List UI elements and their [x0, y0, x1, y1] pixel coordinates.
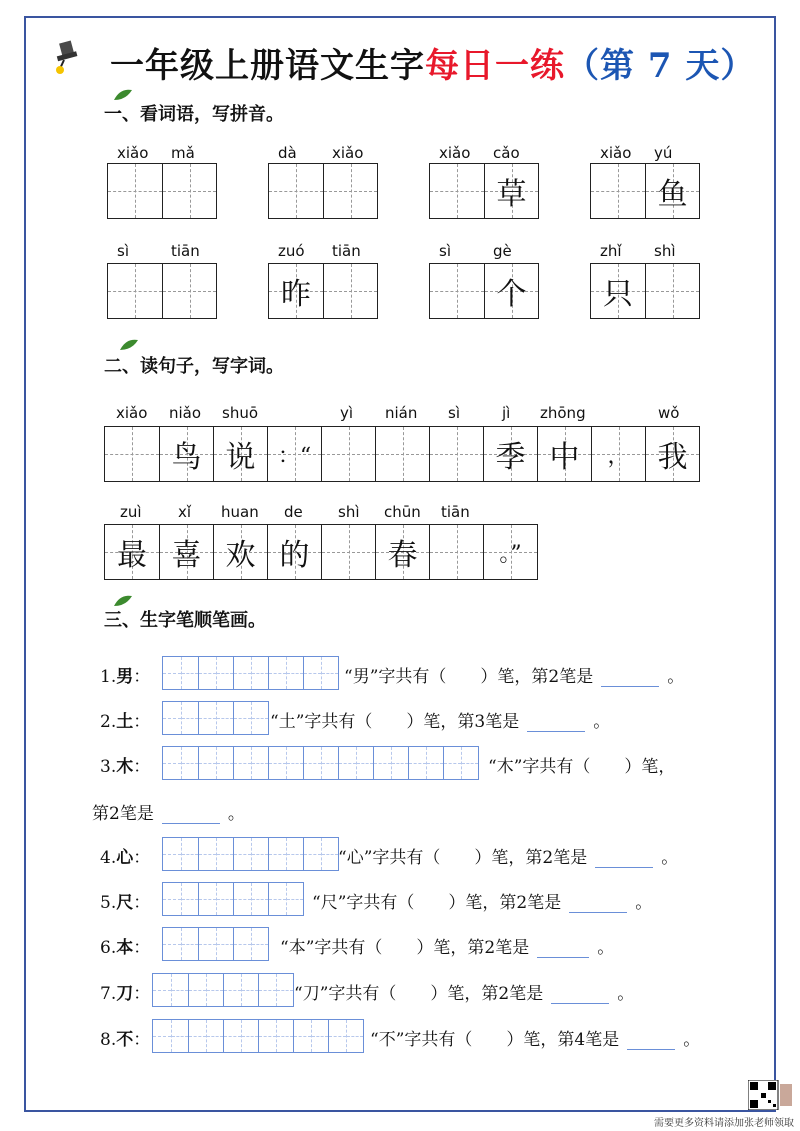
stroke-question-label — [100, 707, 150, 732]
stroke-cell[interactable] — [268, 838, 286, 870]
question-char: 本 — [116, 938, 134, 958]
grid-char: 喜 — [171, 538, 202, 573]
stroke-cell[interactable] — [171, 1020, 189, 1052]
stroke-cell[interactable] — [276, 974, 294, 1006]
pinyin-label: xiǎo — [117, 144, 149, 162]
tian-cell[interactable] — [429, 525, 483, 579]
pinyin-label: nián — [385, 404, 418, 422]
question-part1: “木”字共有（ — [488, 757, 591, 777]
tian-cell[interactable] — [537, 427, 591, 481]
question-end: 。 — [683, 1030, 701, 1050]
stroke-cell[interactable] — [356, 747, 374, 779]
colon: ： — [133, 893, 151, 913]
stroke-question-label — [100, 1025, 150, 1050]
stroke-cell[interactable] — [153, 1020, 171, 1052]
question-char: 刀 — [116, 984, 134, 1004]
colon: ： — [133, 712, 151, 732]
tian-cell[interactable] — [108, 164, 162, 218]
question-end: 。 — [597, 938, 615, 958]
stroke-cell[interactable] — [163, 883, 181, 915]
grid-char: 草 — [496, 177, 527, 212]
question-part2: ）笔，第2笔是 — [416, 938, 530, 958]
question-end: 。 — [227, 804, 245, 824]
stroke-question-label — [100, 979, 150, 1004]
tian-grid-sentence — [104, 426, 700, 482]
pinyin-label: zuó — [278, 242, 305, 260]
tian-cell[interactable] — [591, 427, 645, 481]
stroke-cell[interactable] — [163, 747, 181, 779]
section-1-heading: 一、看词语，写拼音。 — [104, 104, 284, 125]
tian-cell[interactable] — [159, 525, 213, 579]
stroke-cell[interactable] — [251, 928, 269, 960]
stroke-cell[interactable] — [321, 838, 339, 870]
tian-cell[interactable] — [645, 427, 699, 481]
stroke-cell[interactable] — [338, 747, 356, 779]
question-end: 。 — [617, 984, 635, 1004]
tian-grid-word — [429, 163, 539, 219]
stroke-cell[interactable] — [181, 657, 199, 689]
stroke-order-grid[interactable] — [162, 656, 339, 690]
tian-cell[interactable] — [591, 164, 645, 218]
pinyin-label: xǐ — [178, 503, 192, 521]
question-number: 7. — [100, 984, 117, 1004]
stroke-order-grid[interactable] — [162, 882, 304, 916]
stroke-cell[interactable] — [163, 702, 181, 734]
tian-grid-word — [590, 263, 700, 319]
question-part1: “心”字共有（ — [338, 848, 441, 868]
grid-char: 鱼 — [657, 177, 688, 212]
qr-code-icon — [748, 1080, 794, 1110]
question-end: 。 — [661, 848, 679, 868]
stroke-question-text — [488, 752, 675, 777]
stroke-cell[interactable] — [286, 657, 304, 689]
tian-cell[interactable] — [484, 264, 538, 318]
stroke-cell[interactable] — [198, 838, 216, 870]
stroke-cell[interactable] — [216, 838, 234, 870]
question-char: 男 — [116, 667, 134, 687]
colon: ： — [133, 757, 151, 777]
stroke-cell[interactable] — [408, 747, 426, 779]
stroke-cell[interactable] — [251, 838, 269, 870]
stroke-cell[interactable] — [216, 883, 234, 915]
question-end: 。 — [635, 893, 653, 913]
question-part2: ）笔，第2笔是 — [474, 848, 588, 868]
tian-cell[interactable] — [105, 427, 159, 481]
stroke-order-grid[interactable] — [152, 973, 294, 1007]
question-number: 1. — [100, 667, 117, 687]
pinyin-label: jì — [502, 404, 511, 422]
stroke-cell[interactable] — [328, 1020, 346, 1052]
stroke-cell[interactable] — [346, 1020, 364, 1052]
pinyin-label: sì — [439, 242, 451, 260]
question-part1: “土”字共有（ — [270, 712, 373, 732]
stroke-question-label — [100, 662, 150, 687]
stroke-question-text — [294, 979, 634, 1004]
stroke-cell[interactable] — [198, 928, 216, 960]
stroke-order-grid[interactable] — [162, 746, 479, 780]
stroke-cell[interactable] — [181, 883, 199, 915]
tian-cell[interactable] — [375, 525, 429, 579]
stroke-cell[interactable] — [198, 702, 216, 734]
grid-char: 我 — [657, 440, 688, 475]
tian-cell[interactable] — [323, 164, 377, 218]
grid-char: 春 — [387, 538, 418, 573]
stroke-cell[interactable] — [251, 883, 269, 915]
stroke-cell[interactable] — [258, 1020, 276, 1052]
section-3-heading: 三、生字笔顺笔画。 — [104, 610, 266, 631]
stroke-cell[interactable] — [181, 838, 199, 870]
stroke-cell[interactable] — [426, 747, 444, 779]
stroke-cell[interactable] — [268, 883, 286, 915]
grid-char: 最 — [117, 538, 147, 573]
tian-cell[interactable] — [162, 264, 216, 318]
footer-note: 需要更多资料请添加张老师领取 — [654, 1118, 794, 1129]
tian-cell[interactable] — [429, 427, 483, 481]
tian-cell[interactable] — [105, 525, 159, 579]
question-number: 2. — [100, 712, 117, 732]
stroke-cell[interactable] — [233, 883, 251, 915]
question-cont: 第2笔是 — [92, 804, 154, 824]
answer-blank[interactable] — [527, 713, 585, 732]
tian-cell[interactable] — [483, 525, 537, 579]
answer-blank[interactable] — [601, 668, 659, 687]
colon: ： — [133, 938, 151, 958]
pinyin-label: gè — [493, 242, 512, 260]
tian-grid-word — [268, 263, 378, 319]
leaf-icon — [118, 338, 140, 352]
pinyin-label: xiǎo — [116, 404, 148, 422]
answer-blank[interactable] — [595, 849, 653, 868]
stroke-question-label — [100, 888, 150, 913]
pinyin-label: xiǎo — [600, 144, 632, 162]
pinyin-label: zhōng — [540, 404, 586, 422]
stroke-cell[interactable] — [206, 1020, 224, 1052]
pinyin-label: niǎo — [169, 404, 202, 422]
stroke-cell[interactable] — [268, 657, 286, 689]
stroke-question-label — [100, 752, 150, 777]
stroke-question-text — [370, 1025, 700, 1050]
question-number: 6. — [100, 938, 117, 958]
tian-cell[interactable] — [645, 264, 699, 318]
grid-char: 欢 — [225, 538, 256, 573]
question-part2: ）笔，第3笔是 — [406, 712, 520, 732]
tian-cell[interactable] — [321, 525, 375, 579]
pinyin-label: chūn — [384, 503, 421, 521]
grid-char: 个 — [496, 277, 527, 312]
stroke-cell[interactable] — [223, 1020, 241, 1052]
tian-cell[interactable] — [269, 264, 323, 318]
stroke-cell[interactable] — [251, 747, 269, 779]
stroke-cell[interactable] — [303, 747, 321, 779]
question-char: 尺 — [116, 893, 134, 913]
tian-cell[interactable] — [267, 427, 321, 481]
stroke-cell[interactable] — [443, 747, 461, 779]
stroke-question-text — [270, 707, 610, 732]
pinyin-label: tiān — [441, 503, 470, 521]
colon: ： — [133, 667, 151, 687]
page-title: 一年级上册语文生字每日一练（第 7 天） — [110, 46, 756, 86]
tian-cell[interactable] — [645, 164, 699, 218]
stroke-order-grid[interactable] — [162, 837, 339, 871]
pinyin-label: yì — [340, 404, 354, 422]
answer-blank[interactable] — [162, 805, 220, 824]
grid-char: 说 — [225, 440, 256, 475]
stroke-cell[interactable] — [311, 1020, 329, 1052]
pinyin-label: mǎ — [171, 144, 195, 162]
stroke-question-continued — [92, 799, 245, 824]
stroke-cell[interactable] — [233, 928, 251, 960]
tian-grid-word — [429, 263, 539, 319]
stroke-cell[interactable] — [286, 838, 304, 870]
stroke-cell[interactable] — [303, 838, 321, 870]
stroke-cell[interactable] — [163, 657, 181, 689]
pinyin-label: sì — [448, 404, 460, 422]
stroke-question-text — [344, 662, 684, 687]
pinyin-label: shì — [338, 503, 360, 521]
pinyin-label: zhǐ — [600, 242, 622, 260]
pinyin-label: shì — [654, 242, 676, 260]
pinyin-label: cǎo — [493, 144, 520, 162]
question-part1: “尺”字共有（ — [312, 893, 415, 913]
tian-cell[interactable] — [213, 525, 267, 579]
tian-grid-word — [107, 163, 217, 219]
tian-cell[interactable] — [213, 427, 267, 481]
question-part1: “男”字共有（ — [344, 667, 447, 687]
stroke-cell[interactable] — [181, 702, 199, 734]
pinyin-label: shuō — [222, 404, 259, 422]
stroke-cell[interactable] — [293, 1020, 311, 1052]
tian-cell[interactable] — [108, 264, 162, 318]
answer-blank[interactable] — [569, 894, 627, 913]
answer-blank[interactable] — [551, 985, 609, 1004]
question-char: 木 — [116, 757, 134, 777]
stroke-question-text — [338, 843, 678, 868]
pinyin-label: xiǎo — [439, 144, 471, 162]
tian-grid-word — [268, 163, 378, 219]
pinyin-label: huan — [221, 503, 259, 521]
colon: ： — [133, 984, 151, 1004]
stroke-question-text — [280, 933, 614, 958]
stroke-cell[interactable] — [321, 657, 339, 689]
tian-grid-sentence — [104, 524, 538, 580]
question-char: 心 — [116, 848, 134, 868]
tian-cell[interactable] — [269, 164, 323, 218]
stroke-cell[interactable] — [268, 747, 286, 779]
stroke-cell[interactable] — [163, 838, 181, 870]
question-part1: “刀”字共有（ — [294, 984, 397, 1004]
question-end: 。 — [667, 667, 685, 687]
stroke-cell[interactable] — [233, 838, 251, 870]
stroke-cell[interactable] — [198, 747, 216, 779]
stroke-cell[interactable] — [181, 928, 199, 960]
question-char: 不 — [116, 1030, 134, 1050]
question-part2: ）笔，第4笔是 — [506, 1030, 620, 1050]
stroke-cell[interactable] — [251, 702, 269, 734]
pinyin-label: tiān — [332, 242, 361, 260]
question-part1: “本”字共有（ — [280, 938, 383, 958]
grid-char: 季 — [495, 440, 526, 475]
stroke-cell[interactable] — [233, 747, 251, 779]
section-2-heading: 二、读句子，写字词。 — [104, 356, 284, 377]
pinyin-label: wǒ — [658, 404, 680, 422]
question-part2: ）笔， — [624, 757, 676, 777]
pinyin-label: dà — [278, 144, 297, 162]
stroke-cell[interactable] — [391, 747, 409, 779]
pinyin-label: zuì — [120, 503, 142, 521]
question-part2: ）笔，第2笔是 — [480, 667, 594, 687]
question-part2: ）笔，第2笔是 — [448, 893, 562, 913]
tian-cell[interactable] — [159, 427, 213, 481]
pinyin-label: xiǎo — [332, 144, 364, 162]
grid-char: 鸟 — [171, 440, 202, 475]
answer-blank[interactable] — [537, 939, 589, 958]
tian-cell[interactable] — [483, 427, 537, 481]
stroke-cell[interactable] — [216, 657, 234, 689]
stroke-cell[interactable] — [276, 1020, 294, 1052]
stroke-cell[interactable] — [258, 974, 276, 1006]
pinyin-label: tiān — [171, 242, 200, 260]
grid-char: 。” — [499, 541, 522, 567]
grid-char: 的 — [279, 538, 310, 573]
grid-char: 只 — [603, 277, 633, 312]
tian-grid-word — [590, 163, 700, 219]
stroke-cell[interactable] — [163, 928, 181, 960]
stroke-cell[interactable] — [286, 747, 304, 779]
stroke-cell[interactable] — [198, 883, 216, 915]
tian-cell[interactable] — [430, 164, 484, 218]
tian-cell[interactable] — [321, 427, 375, 481]
pinyin-label: de — [284, 503, 303, 521]
stroke-order-grid[interactable] — [152, 1019, 364, 1053]
stroke-cell[interactable] — [188, 1020, 206, 1052]
stroke-cell[interactable] — [461, 747, 479, 779]
question-part1: “不”字共有（ — [370, 1030, 473, 1050]
grid-char: ， — [607, 443, 630, 469]
stroke-cell[interactable] — [216, 702, 234, 734]
stroke-cell[interactable] — [241, 974, 259, 1006]
colon: ： — [133, 1030, 151, 1050]
question-number: 5. — [100, 893, 117, 913]
stroke-cell[interactable] — [233, 702, 251, 734]
grid-char: 中 — [549, 440, 580, 475]
stroke-order-grid[interactable] — [162, 927, 269, 961]
tian-cell[interactable] — [162, 164, 216, 218]
stroke-cell[interactable] — [233, 657, 251, 689]
question-number: 8. — [100, 1030, 117, 1050]
stroke-cell[interactable] — [241, 1020, 259, 1052]
pinyin-label: sì — [117, 242, 129, 260]
tian-cell[interactable] — [430, 264, 484, 318]
stroke-order-grid[interactable] — [162, 701, 269, 735]
stroke-cell[interactable] — [198, 657, 216, 689]
grid-char: ：“ — [277, 443, 312, 469]
pinyin-label: yú — [654, 144, 673, 162]
stroke-cell[interactable] — [171, 974, 189, 1006]
stroke-cell[interactable] — [181, 747, 199, 779]
question-end: 。 — [593, 712, 611, 732]
tian-cell[interactable] — [323, 264, 377, 318]
question-number: 3. — [100, 757, 117, 777]
stroke-cell[interactable] — [153, 974, 171, 1006]
stroke-cell[interactable] — [373, 747, 391, 779]
pushpin-icon — [52, 40, 80, 76]
stroke-cell[interactable] — [216, 928, 234, 960]
question-number: 4. — [100, 848, 117, 868]
stroke-question-text — [312, 888, 652, 913]
colon: ： — [133, 848, 151, 868]
stroke-cell[interactable] — [188, 974, 206, 1006]
stroke-cell[interactable] — [251, 657, 269, 689]
stroke-cell[interactable] — [216, 747, 234, 779]
answer-blank[interactable] — [627, 1031, 675, 1050]
grid-char: 昨 — [281, 277, 311, 312]
stroke-question-label — [100, 933, 150, 958]
stroke-cell[interactable] — [303, 657, 321, 689]
question-char: 土 — [116, 712, 134, 732]
stroke-cell[interactable] — [321, 747, 339, 779]
stroke-cell[interactable] — [286, 883, 304, 915]
tian-grid-word — [107, 263, 217, 319]
stroke-cell[interactable] — [206, 974, 224, 1006]
stroke-cell[interactable] — [223, 974, 241, 1006]
tian-cell[interactable] — [375, 427, 429, 481]
tian-cell[interactable] — [591, 264, 645, 318]
tian-cell[interactable] — [484, 164, 538, 218]
tian-cell[interactable] — [267, 525, 321, 579]
question-part2: ）笔，第2笔是 — [430, 984, 544, 1004]
stroke-question-label — [100, 843, 150, 868]
